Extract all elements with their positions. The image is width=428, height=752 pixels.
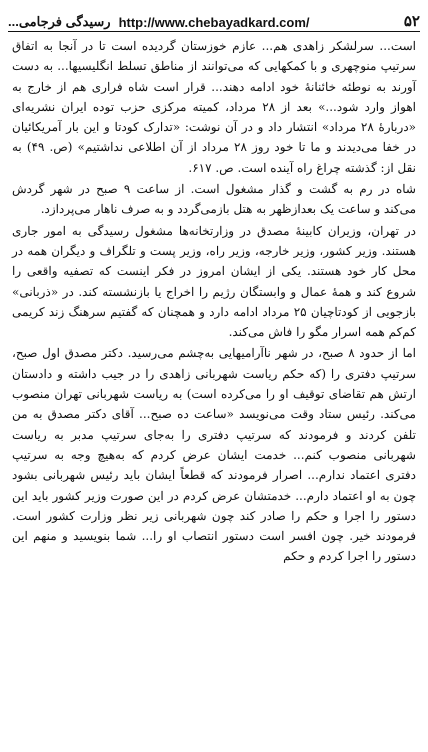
header-left-group [8, 14, 310, 30]
body-paragraph: شاه در رم به گشت و گذار مشغول است. از ساعت ۹ صبح در شهر گردش می‌کند و ساعت یک بعدازظهر به هتل بازمی‌گردد و به صرف ناهار می‌پردازد. [12, 182, 416, 217]
page-number: ۵۲ [403, 13, 420, 30]
page-header [8, 4, 420, 30]
body-paragraph: است... سرلشکر زاهدی هم... عازم خوزستان گردیده است تا در آنجا به اتفاق سرتیپ منوچهری و با کمکهایی که می‌توانند از مناطق تسلط انگلیسیها... به دست آورند به نوطئه خائنانهٔ خود ادامه دهند... قرار است شاه فراری هم از خارج به اهواز وارد شود...» بعد از ۲۸ مرداد، کمیته مرکزی حزب توده ایران نشریه‌ای «دربارهٔ ۲۸ مرداد» انتشار داد و در آن نوشت: «تدارک کودتا و این بار آمریکائیان در خفا می‌دیدند و ما تا خود روز ۲۸ مرداد از آن اطلاعی نداشتیم» (ص. ۴۹) به نقل از: گذشته چراغ راه آینده است. ص. ۶۱۷. [12, 39, 417, 175]
page-body [12, 36, 416, 748]
running-title: رسیدگی فرجامی... [8, 14, 111, 29]
website-url: http://www.chebayadkard.com/ [118, 15, 310, 30]
body-paragraph: اما از حدود ۸ صبح، در شهر ناآرامیهایی به‌چشم می‌رسید. دکتر مصدق اول صبح، سرتیپ دفتری را (که حکم ریاست شهربانی زاهدی را در جیب داشته و دادستان ارتش هم تقاضای توقیف او را می‌کرده است) به ریاست شهربانی تهران منصوب می‌کند. رئیس ستاد وقت می‌نویسد «ساعت ده صبح... آقای دکتر مصدق به من تلفن کردند و فرمودند که سرتیپ دفتری را به‌جای سرتیپ مدبر به ریاست شهربانی منصوب کنم... خدمت ایشان عرض کردم که به‌هیچ وجه به سرتیپ دفتری اعتماد ندارم... اصرار فرمودند که قطعاً ایشان باید رئیس شهربانی بشود چون به او اعتماد دارم... خدمتشان عرض کردم در این صورت وزیر کشور باید این دستور را اجرا و حکم را صادر کند چون شهربانی زیر نظر وزارت کشور است. فرمودند خیر. چون افسر است دستور انتصاب او را... شما بنویسید و منهم این دستور را اجرا کردم و حکم [12, 346, 416, 564]
body-paragraph: در تهران، وزیران کابینهٔ مصدق در وزارتخانه‌ها مشغول رسیدگی به امور جاری هستند. وزیر کشور، وزیر خارجه، وزیر راه، وزیر پست و تلگراف و دیگران همه در محل کار خود هستند. یکی از ایشان امروز در فکر اینست که تصفیه واقعی را شروع کند و همهٔ عمال و وابستگان رژیم را اخراج یا بازنشسته کند. در «ذربانی» بازجویی از کودتاچیان ۲۵ مرداد ادامه دارد و همچنان که گفتیم سرهنگ زند کریمی کم‌کم همه اسرار مگو را فاش می‌کند. [12, 223, 416, 340]
header-divider [8, 31, 420, 32]
